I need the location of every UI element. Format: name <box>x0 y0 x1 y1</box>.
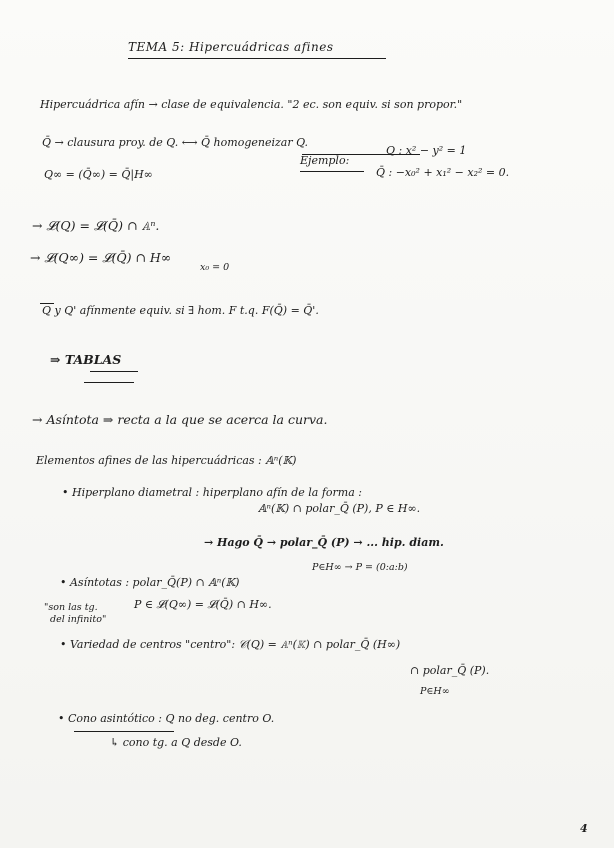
note-line-6: Q y Q' afínmente equiv. si ∃ hom. F t.q. F(Q̄) = Q̄'. <box>42 304 319 317</box>
note-line-17: ∩ polar_Q̄ (P). <box>410 664 490 677</box>
note-line-10: • Hiperplano diametral : hiperplano afín de la forma : <box>62 486 362 499</box>
example-line-1: Q : x² − y² = 1 <box>386 144 467 157</box>
cono-underline <box>74 731 174 732</box>
example-label: Ejemplo: <box>300 154 350 167</box>
note-line-20: ↳ cono tg. a Q desde O. <box>110 736 242 749</box>
note-line-11: 𝔸ⁿ(𝕂) ∩ polar_Q̄ (P), P ∈ H∞. <box>258 502 421 515</box>
note-line-15b: del infinito" <box>50 614 107 625</box>
note-line-9: Elementos afines de las hipercuádricas : 𝔸ⁿ(𝕂) <box>36 454 297 467</box>
tablas-underline-2 <box>84 382 134 383</box>
note-line-3: Q∞ = (Q̄∞) = Q̄|H∞ <box>44 168 153 181</box>
note-line-5: → 𝓛(Q∞) = 𝓛(Q̄) ∩ H∞ <box>30 250 172 265</box>
note-line-5b: x₀ = 0 <box>200 262 230 273</box>
page-number: 4 <box>580 822 588 835</box>
tablas-underline-1 <box>90 371 138 372</box>
note-line-4: → 𝓛(Q) = 𝓛(Q̄) ∩ 𝔸ⁿ. <box>32 218 160 233</box>
example-underline <box>300 171 364 172</box>
note-line-14: • Asíntotas : polar_Q̄(P) ∩ 𝔸ⁿ(𝕂) <box>60 576 240 589</box>
note-line-12: → Hago Q̄ → polar_Q̄ (P) → ... hip. diam. <box>204 536 444 549</box>
example-line-2: Q̄ : −x₀² + x₁² − x₂² = 0. <box>376 166 510 179</box>
note-line-15c: P ∈ 𝓛(Q∞) = 𝓛(Q̄) ∩ H∞. <box>134 598 272 611</box>
note-line-8: → Asíntota ⇒ recta a la que se acerca la curva. <box>32 412 328 427</box>
title-underline <box>128 58 386 59</box>
note-line-15a: "son las tg. <box>44 602 98 613</box>
note-line-13: P∈H∞ → P = (0:a:b) <box>312 562 408 573</box>
note-line-16: • Variedad de centros "centro": 𝒞(Q) = 𝔸ⁿ(𝕂) ∩ polar_Q̄ (H∞) <box>60 638 401 651</box>
tablas-heading: ⇒ TABLAS <box>50 352 122 367</box>
note-line-18: P∈H∞ <box>420 686 450 697</box>
note-line-1: Hipercuádrica afín → clase de equivalencia. "2 ec. son equiv. si son propor." <box>40 98 463 111</box>
note-line-2: Q̄ → clausura proy. de Q. ⟷ Q̄ homogeneizar Q. <box>42 136 309 149</box>
page-title: TEMA 5: Hipercuádricas afines <box>128 40 334 54</box>
note-line-19: • Cono asintótico : Q no deg. centro O. <box>58 712 275 725</box>
